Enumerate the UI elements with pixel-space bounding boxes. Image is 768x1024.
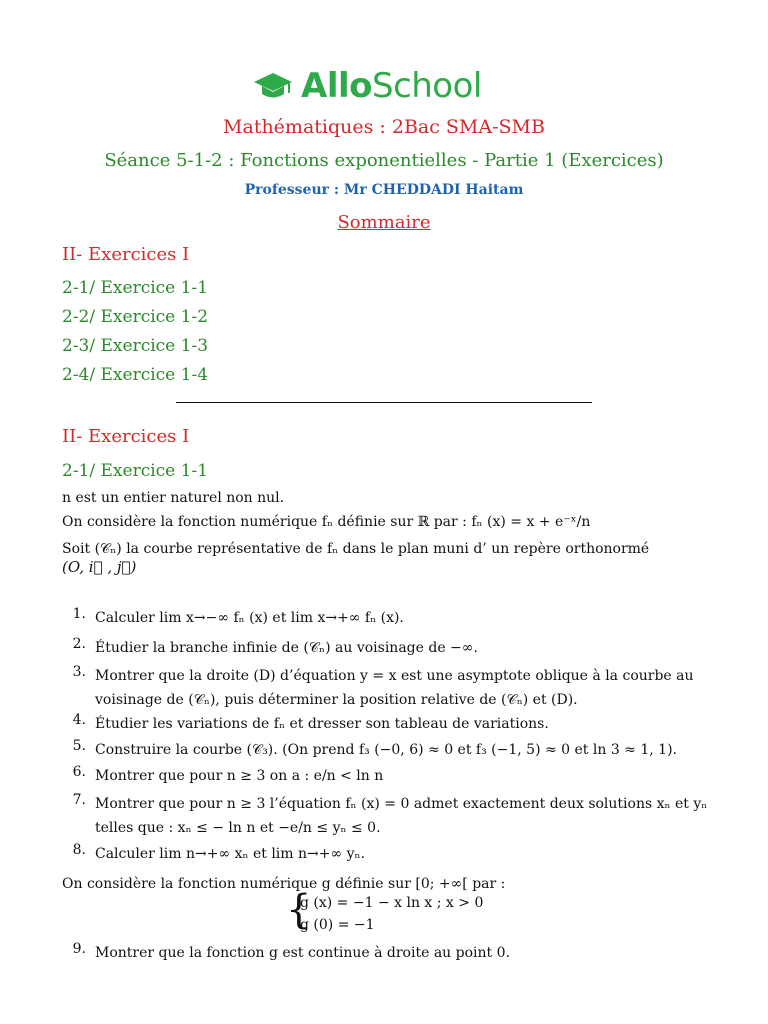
repere-notation: (O, i⃗ , j⃗) — [62, 558, 137, 576]
toc-item-3[interactable]: 2-3/ Exercice 1-3 — [62, 336, 209, 356]
question-text: Montrer que la fonction g est continue à droite au point 0. — [95, 945, 510, 961]
question-text: Montrer que la droite (D) d’équation y = x est une asymptote oblique à la courbe au voisinage de (𝒞ₙ), puis déterminer la position relative de (𝒞ₙ) et (D). — [95, 668, 694, 708]
question-number: 5. — [72, 738, 86, 754]
question-text: Construire la courbe (𝒞₃). (On prend f₃ (−0, 6) ≈ 0 et f₃ (−1, 5) ≈ 0 et ln 3 ≈ 1, 1). — [95, 742, 677, 758]
piecewise-line-1: g (x) = −1 − x ln x ; x > 0 — [300, 895, 484, 911]
toc-item-1[interactable]: 2-1/ Exercice 1-1 — [62, 278, 209, 298]
intro-line-4: On considère la fonction numérique g définie sur [0; +∞[ par : — [62, 876, 506, 892]
piecewise-lines — [300, 892, 483, 936]
question-number: 6. — [72, 764, 86, 780]
section-divider — [176, 402, 592, 403]
intro-line-3: Soit (𝒞ₙ) la courbe représentative de fₙ dans le plan muni d’ un repère orthonormé — [62, 541, 650, 557]
left-brace: { — [286, 887, 312, 933]
question-text: Calculer lim n→+∞ xₙ et lim n→+∞ yₙ. — [95, 846, 366, 862]
toc-section[interactable]: II- Exercices I — [62, 244, 190, 265]
question-number: 7. — [72, 792, 86, 808]
intro-line-1: n est un entier naturel non nul. — [62, 490, 285, 506]
question-number: 8. — [72, 842, 86, 858]
section-heading: II- Exercices I — [62, 426, 190, 447]
session-subtitle: Séance 5-1-2 : Fonctions exponentielles - Partie 1 (Exercices) — [104, 150, 664, 171]
question-text: Montrer que pour n ≥ 3 on a : e/n < ln n — [95, 768, 384, 784]
summary-heading[interactable]: Sommaire — [337, 212, 431, 233]
piecewise-line-2: g (0) = −1 — [300, 917, 375, 933]
question-text: Étudier les variations de fₙ et dresser son tableau de variations. — [95, 716, 549, 732]
question-text: Étudier la branche infinie de (𝒞ₙ) au voisinage de −∞. — [95, 640, 478, 656]
logo-school: School — [371, 66, 482, 106]
question-text: Montrer que pour n ≥ 3 l’équation fₙ (x) = 0 admet exactement deux solutions xₙ et yₙ telles que : xₙ ≤ − ln n et −e/n ≤ yₙ ≤ 0. — [95, 796, 708, 836]
question-number: 9. — [72, 941, 86, 957]
graduation-cap-icon — [253, 71, 293, 101]
logo-allo: Allo — [301, 66, 372, 106]
question-text: Calculer lim x→−∞ fₙ (x) et lim x→+∞ fₙ (x). — [95, 610, 404, 626]
logo-text — [301, 66, 482, 106]
toc-item-4[interactable]: 2-4/ Exercice 1-4 — [62, 365, 209, 385]
question-number: 2. — [72, 636, 86, 652]
alloschool-logo — [253, 64, 482, 108]
course-title: Mathématiques : 2Bac SMA-SMB — [223, 116, 545, 138]
question-number: 3. — [72, 664, 86, 680]
intro-line-2: On considère la fonction numérique fₙ définie sur ℝ par : fₙ (x) = x + e⁻ˣ/n — [62, 514, 591, 530]
exercise-heading: 2-1/ Exercice 1-1 — [62, 461, 209, 481]
toc-item-2[interactable]: 2-2/ Exercice 1-2 — [62, 307, 209, 327]
question-number: 4. — [72, 712, 86, 728]
question-number: 1. — [72, 606, 86, 622]
professor-name: Professeur : Mr CHEDDADI Haitam — [244, 182, 524, 198]
